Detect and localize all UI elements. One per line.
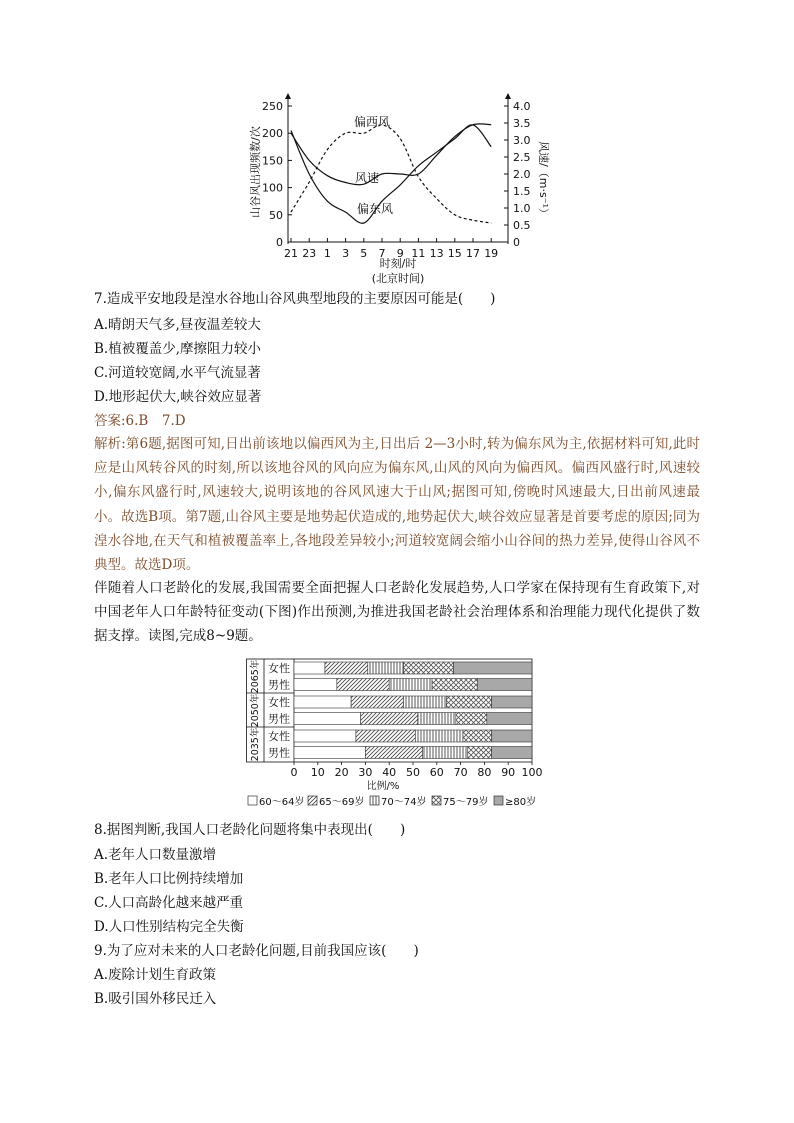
x-axis-label: 时刻/时	[379, 257, 417, 270]
legend-swatch	[432, 796, 441, 805]
x-tick-label: 13	[429, 247, 444, 260]
y-right-tick-label: 1.0	[513, 202, 531, 215]
sex-label: 男性	[268, 678, 290, 692]
y-left-tick-label: 200	[262, 127, 283, 141]
series-label-west: 偏西风	[354, 115, 391, 129]
x-axis-sublabel: (北京时间)	[371, 272, 425, 285]
bar-segment	[356, 730, 416, 742]
bar-segment	[492, 747, 532, 759]
bar-segment	[294, 713, 361, 725]
bar-segment	[294, 696, 351, 708]
bar-segment	[361, 713, 418, 725]
bar-segment	[418, 713, 456, 725]
year-label: 2065年	[250, 659, 261, 694]
x-tick-label: 20	[334, 766, 349, 779]
y-left-tick-label: 0	[276, 236, 283, 249]
x-tick-label: 70	[453, 766, 468, 779]
y-right-tick-label: 4.0	[513, 100, 531, 113]
bar-segment	[415, 730, 463, 742]
legend-label: 60～64岁	[259, 797, 305, 807]
bar-segment	[294, 730, 356, 742]
bar-segment	[477, 679, 532, 691]
legend-label: 75～79岁	[443, 797, 489, 807]
bar-segment	[403, 662, 453, 674]
q7-option-d: D.地形起伏大,峡谷效应显著	[94, 389, 262, 405]
bar-segment	[456, 713, 487, 725]
q7-option-b: B.植被覆盖少,摩擦阻力较小	[94, 341, 262, 357]
legend-swatch	[494, 796, 503, 805]
bar-segment	[294, 679, 337, 691]
bar-segment	[365, 747, 422, 759]
series-label-east: 偏东风	[357, 202, 394, 216]
y-right-tick-label: 0.5	[513, 219, 531, 232]
sex-label: 男性	[268, 746, 290, 760]
q8-option-c: C.人口高龄化越来越严重	[94, 895, 244, 911]
bar-segment	[492, 730, 532, 742]
y-left-tick-label: 250	[262, 100, 283, 113]
x-tick-label: 90	[501, 766, 516, 779]
population-age-chart	[246, 655, 556, 807]
x-tick-label: 50	[406, 766, 420, 779]
x-tick-label: 5	[360, 247, 368, 260]
bar-segment	[453, 662, 532, 674]
x-tick-label: 60	[429, 766, 444, 779]
legend-label: 70～74岁	[381, 797, 427, 807]
x-tick-label: 21	[284, 247, 298, 260]
bar-segment	[446, 696, 491, 708]
x-tick-label: 40	[382, 766, 397, 779]
x-tick-label: 15	[447, 247, 462, 260]
y-left-tick-label: 150	[262, 154, 283, 168]
q7-option-c: C.河道较宽阔,水平气流显著	[94, 365, 261, 381]
bar-segment	[368, 662, 404, 674]
x-tick-label: 0	[290, 766, 298, 779]
answer-line: 答案:6.B 7.D	[94, 413, 186, 429]
legend-label: ≥80岁	[505, 797, 537, 807]
x-axis-label: 比例/%	[366, 781, 400, 792]
q9-stem: 9.为了应对未来的人口老龄化问题,目前我国应该( )	[94, 943, 419, 959]
y-right-tick-label: 0	[513, 236, 520, 249]
bar-segment	[423, 747, 468, 759]
x-tick-label: 10	[310, 766, 325, 779]
y-left-tick-label: 100	[262, 181, 283, 195]
q8-option-a: A.老年人口数量激增	[94, 847, 217, 863]
bar-segment	[468, 747, 492, 759]
bar-segment	[403, 696, 446, 708]
x-tick-label: 30	[358, 766, 373, 779]
bar-segment	[463, 730, 492, 742]
y-right-tick-label: 3.5	[513, 117, 531, 130]
sex-label: 女性	[268, 730, 290, 743]
q8-stem: 8.据图判断,我国人口老龄化问题将集中表现出( )	[94, 822, 406, 838]
bar-segment	[337, 679, 389, 691]
year-label: 2035年	[250, 727, 261, 762]
y-right-axis-label: 风速/（m·s⁻¹）	[537, 141, 550, 219]
y-right-tick-label: 1.5	[513, 185, 531, 198]
q7-stem: 7.造成平安地段是湟水谷地山谷风典型地段的主要原因可能是( )	[94, 291, 496, 307]
bar-segment	[294, 747, 365, 759]
intro-paragraph: 伴随着人口老龄化的发展,我国需要全面把握人口老龄化发展趋势,人口学家在保持现有生育政策下,对中国老年人口年龄特征变动(下图)作出预测,为推进我国老龄社会治理体系和治理能力现代化提供了数据支撑。读图,完成8~9题。	[94, 580, 700, 645]
x-tick-label: 1	[323, 247, 331, 260]
legend-label: 65～69岁	[319, 797, 365, 807]
chart1-axes	[262, 96, 531, 260]
y-left-axis-label: 山谷风出现频数/次	[249, 126, 262, 218]
legend-swatch	[248, 796, 257, 805]
bar-segment	[351, 696, 403, 708]
y-right-tick-label: 3.0	[513, 134, 531, 147]
legend-swatch	[370, 796, 379, 805]
q9-option-a: A.废除计划生育政策	[94, 967, 217, 983]
x-tick-label: 19	[484, 247, 499, 260]
y-right-tick-label: 2.5	[513, 151, 531, 164]
sex-label: 女性	[268, 696, 290, 709]
x-tick-label: 9	[396, 247, 404, 260]
q9-option-b: B.吸引国外移民迁入	[94, 991, 217, 1007]
sex-label: 女性	[268, 662, 290, 675]
bar-segment	[487, 713, 532, 725]
sex-label: 男性	[268, 712, 290, 726]
x-tick-label: 3	[342, 247, 350, 260]
x-tick-label: 17	[466, 247, 480, 260]
y-left-tick-label: 50	[269, 208, 283, 222]
chart2-bars	[294, 662, 532, 759]
explanation: 解析:第6题,据图可知,日出前该地以偏西风为主,日出后 2—3小时,转为偏东风为主,依据材料可知,此时应是山风转谷风的时刻,所以该地谷风的风向应为偏东风,山风的风向为偏西风。偏西风盛行时,风速较小,偏东风盛行时,风速较大,说明该地的谷风风速大于山风;据图可知,傍晚时风速最大,日出前风速最小。故选B项。第7题,山谷风主要是地势起伏造成的,地势起伏大,峡谷效应显著是首要考虑的原因;同为湟水谷地,在天气和植被覆盖率上,各地段差异较小;河道较宽阔会缩小山谷间的热力差异,使得山谷风不典型。故选D项。	[94, 436, 700, 574]
x-tick-label: 80	[477, 766, 492, 779]
valley-wind-chart	[240, 92, 560, 290]
year-label: 2050年	[250, 693, 261, 728]
q8-option-b: B.老年人口比例持续增加	[94, 871, 244, 887]
chart2-axis	[291, 762, 543, 792]
x-tick-label: 100	[521, 766, 543, 779]
bar-segment	[432, 679, 477, 691]
q8-option-d: D.人口性别结构完全失衡	[94, 919, 244, 935]
bar-segment	[389, 679, 432, 691]
legend-swatch	[308, 796, 317, 805]
x-tick-label: 11	[411, 247, 426, 260]
chart2-legend	[248, 795, 536, 807]
x-tick-label: 23	[302, 247, 317, 260]
bar-segment	[325, 662, 368, 674]
bar-segment	[492, 696, 532, 708]
q7-option-a: A.晴朗天气多,昼夜温差较大	[94, 317, 261, 333]
x-tick-label: 7	[378, 247, 386, 260]
series-label-speed: 风速	[355, 171, 380, 185]
y-right-tick-label: 2.0	[513, 168, 531, 181]
bar-segment	[294, 662, 325, 674]
